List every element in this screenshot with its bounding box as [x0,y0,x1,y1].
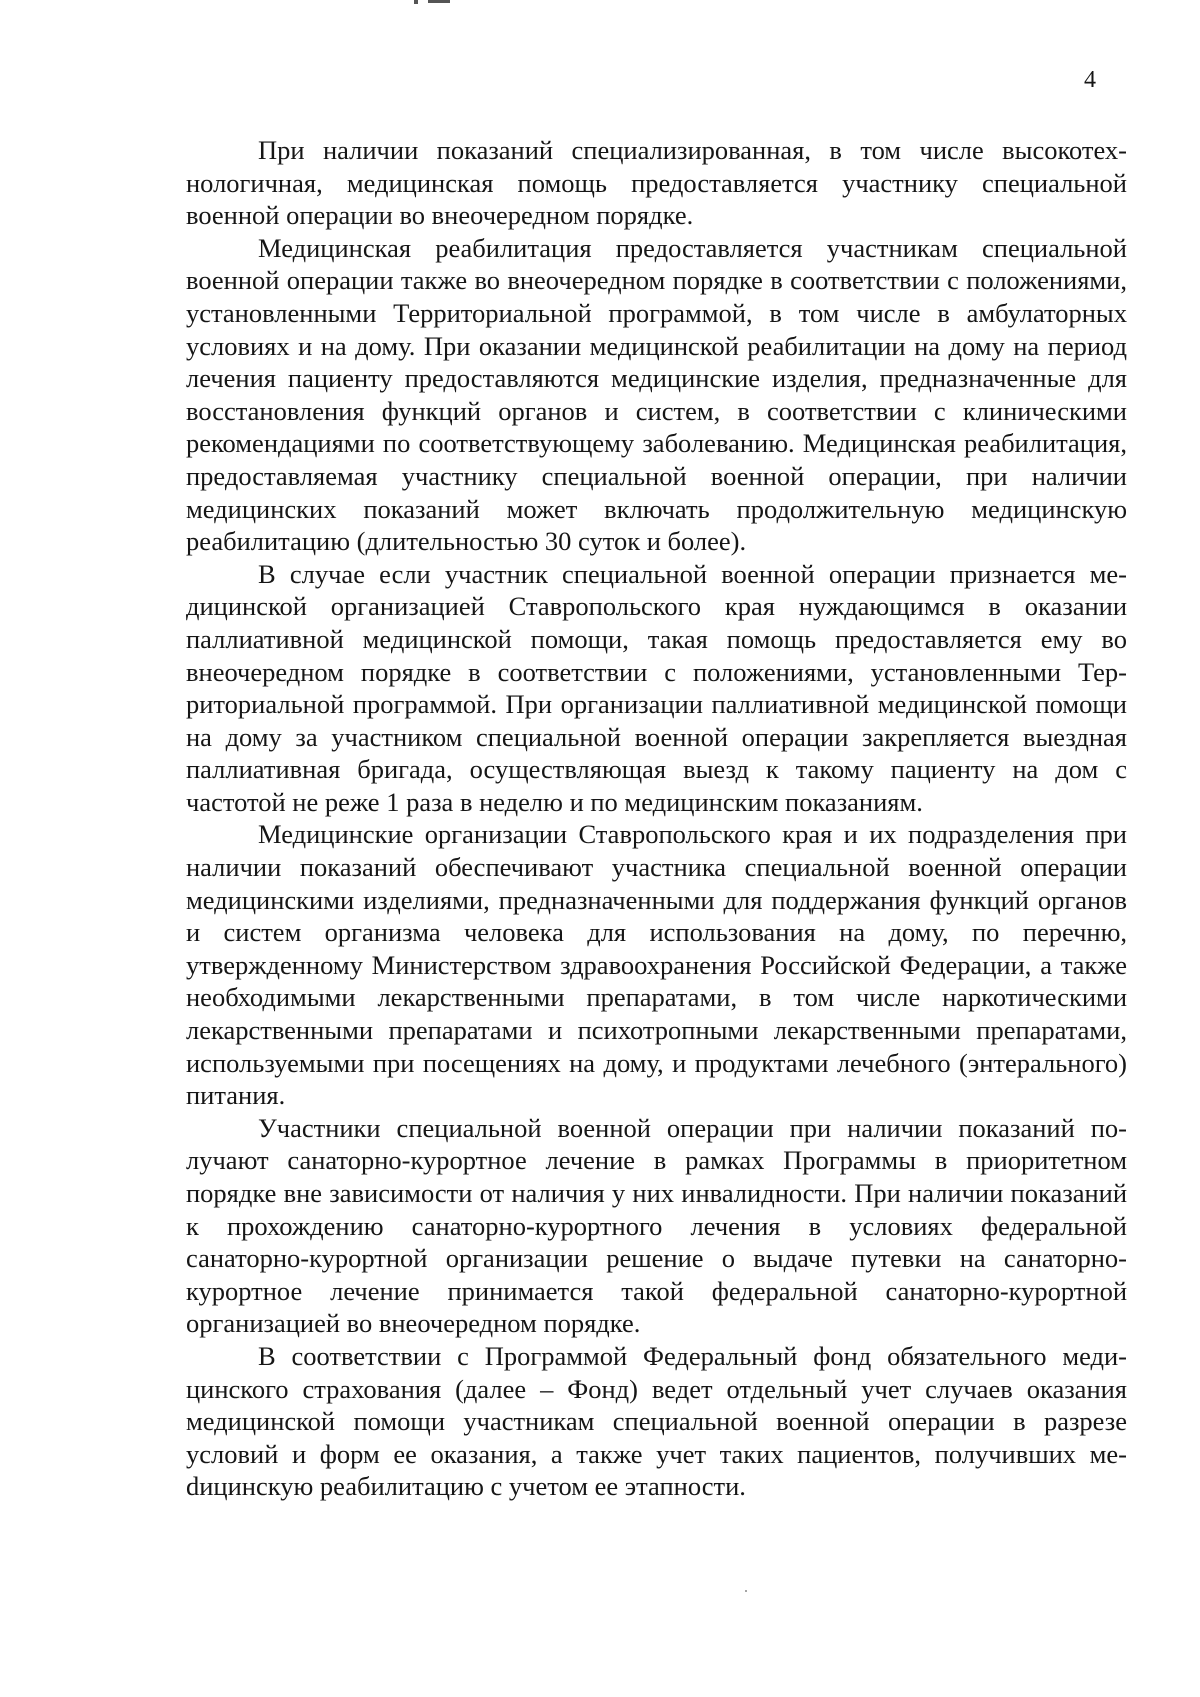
paragraph-medical-devices: Медицинские организации Ставропольского края и их подразделения при наличии показаний обеспечивают участника специальной военной операции медицинскими изделиями, предназначенными для поддержания функций органов и систем организма человека для использования на дому, по перечню, утвержденному Министерством здравоохранения Российской Федерации, а также необходимыми лекарственными препаратами, в том числе наркотическими лекарственными препаратами и психотропными лекарственными препаратами, используемыми при посещениях на дому, и продуктами лечебного (энтерального) питания. [186,819,1127,1111]
page-number: 4 [1084,67,1096,93]
scan-speck [745,1590,747,1592]
paragraph-fund-accounting: В соответствии с Программой Федеральный фонд обязательного медицинского страхования (далее – Фонд) ведет отдельный учет случаев оказания медицинской помощи участникам специальной военной операции в разрезе условий и форм ее оказания, а также учет таких пациентов, получивших меdицинскую реабилитацию с учетом ее этапности. [186,1340,1127,1502]
document-body [186,134,1127,1503]
paragraph-sanatorium-treatment: Участники специальной военной операции при наличии показаний получают санаторно-курортное лечение в рамках Программы в приоритетном порядке вне зависимости от наличия у них инвалидности. При наличии показаний к прохождению санаторно-курортного лечения в условиях федеральной санаторно-курортной организации решение о выдаче путевки на санаторно-курортное лечение принимается такой федеральной санаторно-курортной организацией во внеочередном порядке. [186,1112,1127,1339]
scan-artifact [414,0,418,4]
paragraph-palliative-care: В случае если участник специальной военной операции признается медицинской организацией Ставропольского края нуждающимся в оказании паллиативной медицинской помощи, такая помощь предоставляется ему во внеочередном порядке в соответствии с положениями, установленными Территориальной программой. При организации паллиативной медицинской помощи на дому за участником специальной военной операции закрепляется выездная паллиативная бригада, осуществляющая выезд к такому пациенту на дом с частотой не реже 1 раза в неделю и по медицинским показаниям. [186,558,1127,817]
paragraph-medical-rehabilitation: Медицинская реабилитация предоставляется участникам специальной военной операции также во внеочередном порядке в соответствии с положениями, установленными Территориальной программой, в том числе в амбулаторных условиях и на дому. При оказании медицинской реабилитации на дому на период лечения пациенту предоставляются медицинские изделия, предназначенные для восстановления функций органов и систем, в соответствии с клиническими рекомендациями по соответствующему заболеванию. Медицинская реабилитация, предоставляемая участнику специальной военной операции, при наличии медицинских показаний может включать продолжительную медицинскую реабилитацию (длительностью 30 суток и более). [186,232,1127,557]
paragraph-high-tech-care: При наличии показаний специализированная, в том числе высокотехнологичная, медицинская помощь предоставляется участнику специальной военной операции во внеочередном порядке. [186,135,1127,231]
scan-artifact [428,0,450,3]
